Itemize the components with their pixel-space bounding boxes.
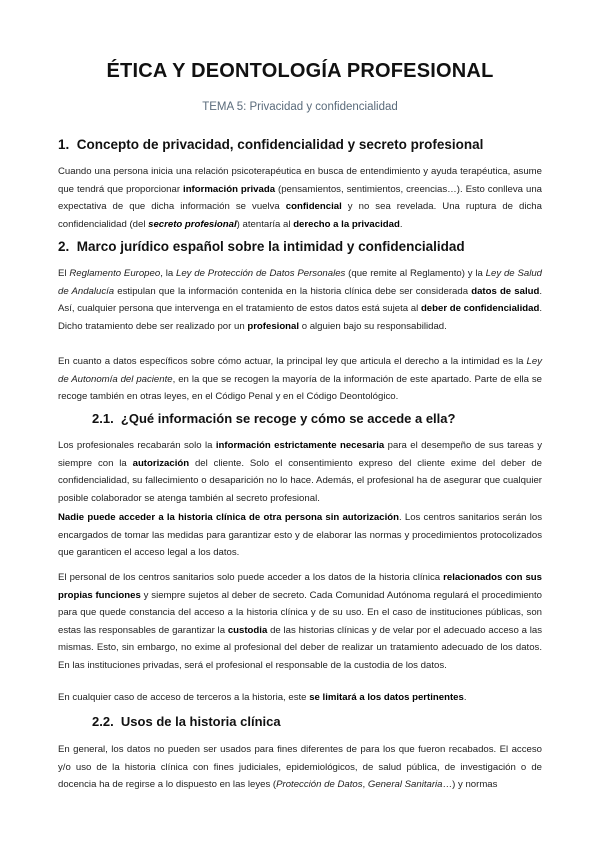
- section-2-heading: [58, 239, 465, 254]
- paragraph-s21-p2: [58, 509, 542, 562]
- text-run: información estrictamente necesaria: [215, 440, 385, 451]
- text-run: estipulan que la información contenida en la historia clínica debe ser considerada: [114, 285, 472, 297]
- paragraph-s1-p1: [58, 163, 542, 233]
- text-run: datos de salud: [471, 285, 540, 297]
- text-run: ,: [362, 779, 368, 790]
- paragraph-s21-p4: [58, 689, 542, 707]
- text-run: Ley de Protección de Datos Personales: [176, 268, 346, 279]
- text-run: (que remite al Reglamento) y la: [345, 268, 486, 279]
- section-title: Concepto de privacidad, confidencialidad y secreto profesional: [76, 137, 484, 152]
- text-run: Reglamento Europeo: [69, 268, 161, 279]
- section-number: 2.: [58, 239, 70, 254]
- text-run: información privada: [183, 183, 276, 195]
- text-run: para el desempeño de sus tareas y siempre con la: [58, 440, 542, 469]
- section-number: 2.2.: [92, 714, 114, 729]
- text-run: autorización: [132, 457, 190, 469]
- text-run: relacionados con sus propias funciones: [58, 572, 543, 601]
- text-run: ) atentaría al: [236, 218, 294, 230]
- text-run: custodia: [227, 624, 268, 636]
- text-run: . Así, cualquier persona que intervenga en el tratamiento de estos datos está sujeta al: [58, 285, 543, 314]
- paragraph-s21-p1: [58, 437, 542, 507]
- paragraph-s21-p3: [58, 569, 542, 674]
- text-run: …) y normas: [442, 779, 498, 790]
- section-number: 2.1.: [92, 411, 114, 426]
- section-1-heading: [58, 137, 483, 152]
- text-run: . Los centros sanitarios serán los encargados de tomar las medidas para garantizar esto y de elaborar las normas y procedimientos protocolizados que garanticen el acceso legal a los datos.: [58, 512, 542, 558]
- text-run: confidencial: [285, 201, 342, 212]
- document-title: ÉTICA Y DEONTOLOGÍA PROFESIONAL: [106, 60, 494, 82]
- text-run: derecho a la privacidad: [293, 218, 400, 230]
- text-run: y no sea revelada. Una ruptura de dicha confidencialidad (del: [58, 201, 542, 230]
- text-run: Protección de Datos: [276, 779, 363, 790]
- section-title: Marco jurídico español sobre la intimidad y confidencialidad: [76, 239, 465, 254]
- text-run: Los profesionales recabarán solo la: [58, 440, 216, 451]
- text-run: se limitará a los datos pertinentes: [309, 692, 464, 703]
- text-run: secreto profesional: [148, 218, 237, 230]
- text-run: y siempre sujetos al deber de secreto. Cada Comunidad Autónoma regulará el procedimiento para que quede constancia del acceso a la historia clínica y de su uso. En el caso de instituciones públicas, son estas las responsables de garantizar la: [58, 589, 543, 636]
- text-run: , la: [160, 268, 176, 279]
- paragraph-s2-p1: [58, 265, 542, 335]
- section-title: ¿Qué información se recoge y cómo se accede a ella?: [120, 411, 456, 426]
- text-run: [148, 219, 237, 230]
- section-2-2-heading: [92, 714, 281, 729]
- text-run: El personal de los centros sanitarios solo puede acceder a los datos de la historia clínica: [58, 572, 444, 583]
- text-run: (pensamientos, sentimientos, creencias…). Esto conlleva una expectativa de que dicha información se vuelva: [58, 183, 542, 212]
- text-run: Ley de Autonomía del paciente: [58, 356, 542, 385]
- text-run: En cualquier caso de acceso de terceros a la historia, este: [58, 692, 310, 703]
- text-run: de las historias clínicas y de velar por el adecuado acceso a las mismas. Esto, sin embargo, no exime al profesional del deber de realizar un tratamiento adecuado de los datos. En las instituciones privadas, será el profesional el responsable de la custodia de los datos.: [58, 624, 542, 671]
- text-run: Nadie puede acceder a la historia clínica de otra persona sin autorización: [58, 512, 399, 523]
- text-run: deber de confidencialidad: [420, 303, 540, 314]
- text-run: En general, los datos no pueden ser usados para fines diferentes de para los que fueron recabados. El acceso y/o uso de la historia clínica con fines judiciales, epidemiológicos, de salud pública, de investigación o de docencia ha de regirse a lo dispuesto en las leyes (: [58, 744, 542, 790]
- paragraph-s22-p1: [58, 741, 542, 794]
- section-title: Usos de la historia clínica: [120, 714, 281, 729]
- section-number: 1.: [58, 137, 70, 152]
- text-run: o alguien bajo su responsabilidad.: [299, 320, 447, 332]
- text-run: General Sanitaria: [367, 779, 443, 790]
- text-run: profesional: [247, 320, 300, 332]
- text-run: .: [399, 218, 403, 230]
- text-run: Cuando una persona inicia una relación psicoterapéutica en busca de entendimiento y ayuda terapéutica, asume que tendrá que proporcionar: [58, 166, 542, 195]
- text-run: , en la que se recogen la mayoría de la información de este apartado. Parte de ella se recoge también en otras leyes, en el Código Penal y en el Código Deontológico.: [58, 373, 542, 402]
- text-run: El: [58, 268, 70, 279]
- text-run: .: [463, 692, 467, 703]
- document-subtitle: TEMA 5: Privacidad y confidencialidad: [202, 101, 398, 113]
- text-run: . Dicho tratamiento debe ser realizado por un: [58, 303, 542, 332]
- text-run: Ley de Salud de Andalucía: [58, 268, 543, 297]
- paragraph-s2-p2: [58, 353, 542, 406]
- section-2-1-heading: [92, 411, 455, 426]
- text-run: del cliente. Solo el consentimiento expreso del cliente exime del deber de confidencialidad, su fallecimiento o desaparición no lo hace. Además, el profesional ha de asegurar que cualquier posible colaborador se atenga también al secreto profesional.: [58, 457, 542, 504]
- text-run: En cuanto a datos específicos sobre cómo actuar, la principal ley que articula el derecho a la intimidad es la: [58, 356, 527, 367]
